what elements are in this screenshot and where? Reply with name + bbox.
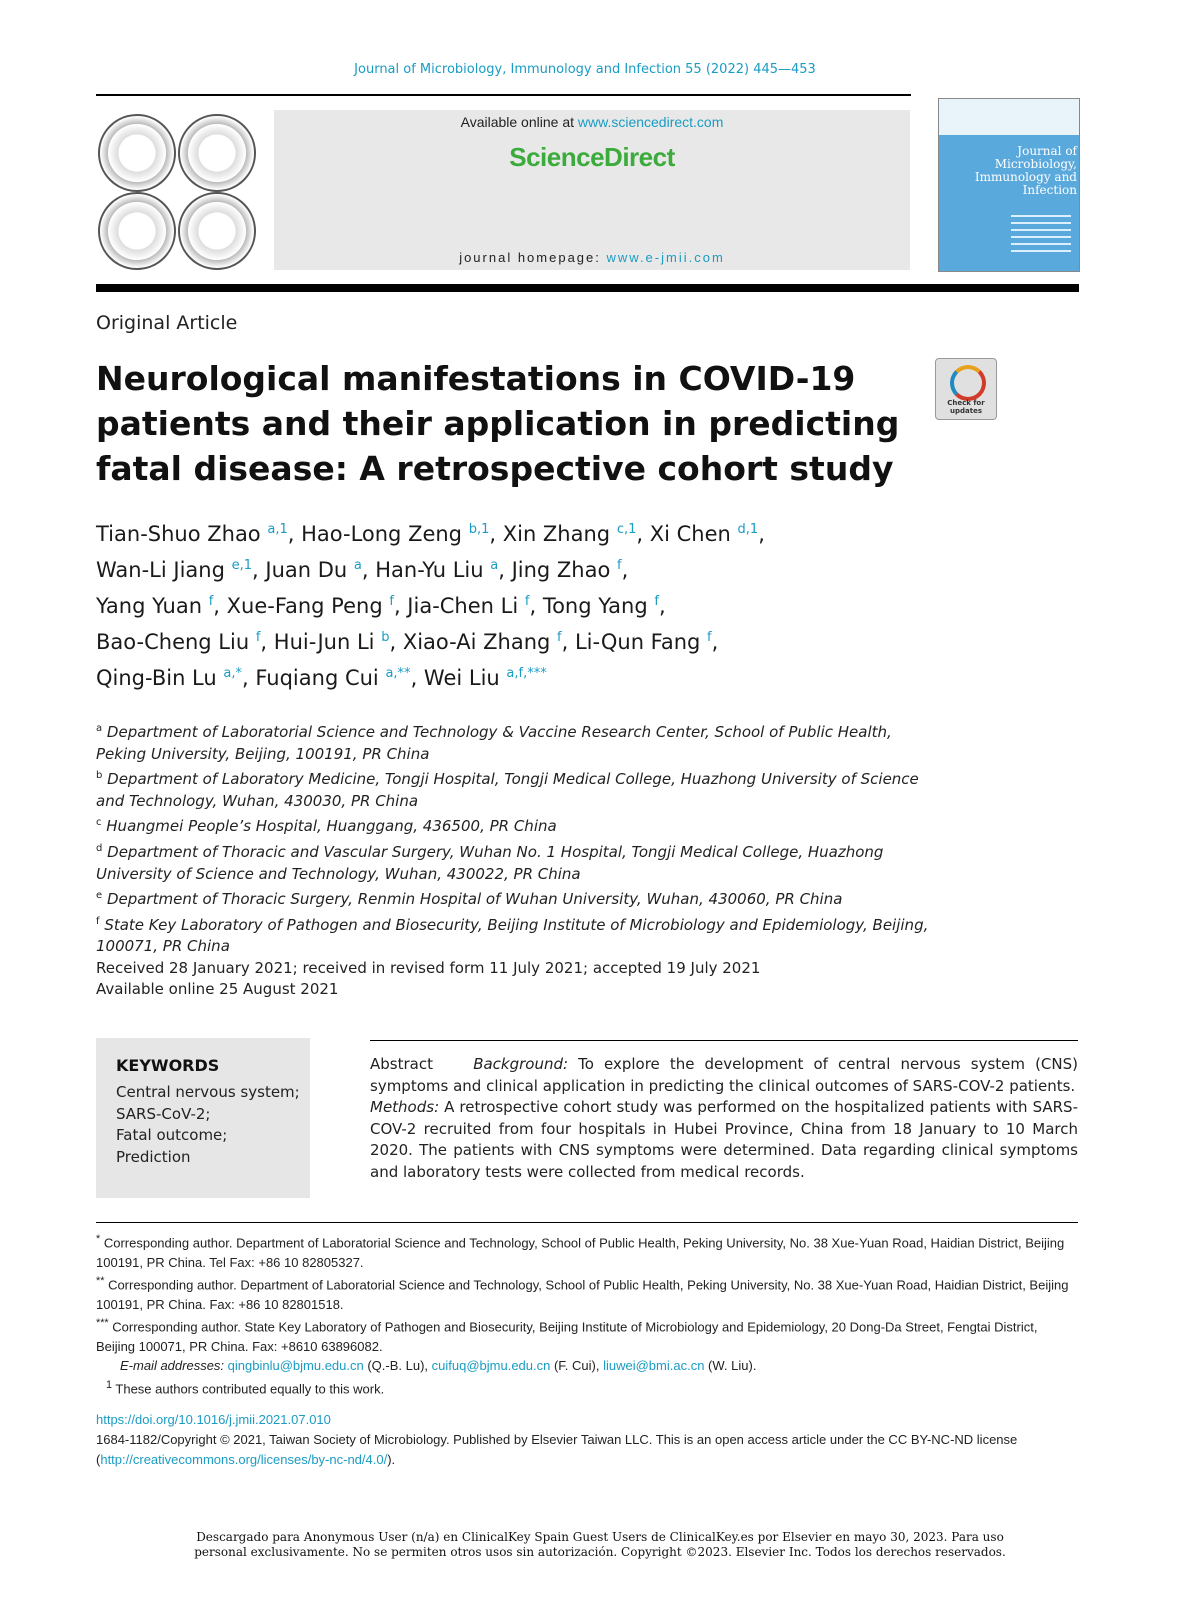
keywords-heading: KEYWORDS <box>116 1056 220 1075</box>
author-affiliation-mark[interactable]: a <box>353 558 362 573</box>
author-list: Tian-Shuo Zhao $^{a,1}$, Hao-Long Zeng $^{b,1}$, Xin Zhang $^{c,1}$, Xi Chen $^{d,1}$, Wan-Li Jiang $^{e,1}$, Juan Du $^a$, Han-Yu Liu $^a$, Jing Zhao $^f$, Yang Yuan $^f$, Xue-Fang Peng $^f$, Jia-Chen Li $^f$, Tong Yang $^f$, Bao-Cheng Liu $^f$, Hui-Jun Li $^b$, Xiao-Ai Zhang $^f$, Li-Qun Fang $^f$, Qing-Bin Lu $^{a,*}$, Fuqiang Cui $^{a,**}$, Wei Liu $^{a,f,***}$ <box>96 522 765 690</box>
article-title: Neurological manifestations in COVID-19 patients and their application in predicting fatal disease: A retrospective cohort study <box>96 359 900 488</box>
author-affiliation-mark[interactable]: f <box>654 594 659 609</box>
author-name[interactable]: Xiao-Ai Zhang <box>402 630 551 654</box>
author-affiliation-mark[interactable]: f <box>524 594 530 609</box>
author-name[interactable]: Han-Yu Liu <box>375 558 484 582</box>
sciencedirect-logo[interactable]: ScienceDirect <box>509 142 675 172</box>
seal-logo <box>178 114 256 192</box>
author-name[interactable]: Bao-Cheng Liu <box>96 630 250 654</box>
journal-reference[interactable]: Journal of Microbiology, Immunology and Infection 55 (2022) 445—453 <box>354 62 816 77</box>
author-affiliation-mark[interactable]: a,1 <box>267 522 288 537</box>
author-affiliation-mark[interactable]: a,* <box>223 666 242 681</box>
affiliation: $^e$ Department of Thoracic Surgery, Renmin Hospital of Wuhan University, Wuhan, 430060, PR China <box>96 890 843 909</box>
author-affiliation-mark[interactable]: c,1 <box>616 522 637 537</box>
homepage-link[interactable]: www.e-jmii.com <box>606 250 725 265</box>
author-affiliation-mark[interactable]: d,1 <box>737 522 759 537</box>
seal-logo <box>98 114 176 192</box>
journal-homepage: journal homepage: www.e-jmii.com <box>459 250 725 265</box>
corresponding-author-note: * Corresponding author. Department of Laboratorial Science and Technology, School of Public Health, Peking University, No. 38 Xue-Yuan Road, Haidian District, Beijing 100191, PR China. Tel Fax: +86 10 82805327. <box>96 1233 1065 1270</box>
author-name[interactable]: Li-Qun Fang <box>574 630 701 654</box>
author-name[interactable]: Fuqiang Cui <box>255 666 379 690</box>
download-notice: Descargado para Anonymous User (n/a) en ClinicalKey Spain Guest Users de ClinicalKey.es por Elsevier en mayo 30, 2023. Para uso personal exclusivamente. No se permiten otros usos sin autorización. Copyright ©2023. Elsevier Inc. Todos los derechos reservados. <box>194 1530 1006 1559</box>
author-affiliation-mark[interactable]: f <box>557 630 562 645</box>
author-affiliation-mark[interactable]: b <box>381 630 390 645</box>
affiliation: $^b$ Department of Laboratory Medicine, Tongji Hospital, Tongji Medical College, Huazhong University of Science and Technology, Wuhan, 430030, PR China <box>96 770 919 810</box>
affiliation: $^d$ Department of Thoracic and Vascular Surgery, Wuhan No. 1 Hospital, Tongji Medical College, Huazhong University of Science and Technology, Wuhan, 430022, PR China <box>96 842 884 883</box>
check-updates-icon <box>950 365 986 401</box>
keywords-list <box>116 1082 306 1168</box>
society-logos <box>96 110 256 270</box>
corresponding-author-note: ** Corresponding author. Department of Laboratorial Science and Technology, School of Public Health, Peking University, No. 38 Xue-Yuan Road, Haidian District, Beijing 100191, PR China. Fax: +86 10 82801518. <box>96 1275 1069 1312</box>
email-link[interactable]: cuifuq@bjmu.edu.cn <box>431 1358 551 1374</box>
affiliation: $^a$ Department of Laboratorial Science and Technology & Vaccine Research Center, School of Public Health, Peking University, Beijing, 100191, PR China <box>96 723 892 763</box>
keyword[interactable]: Prediction <box>116 1147 191 1166</box>
background-label: Background: <box>473 1055 569 1073</box>
author-name[interactable]: Juan Du <box>265 558 348 582</box>
author-name[interactable]: Xue-Fang Peng <box>226 594 383 618</box>
affiliation: $^f$ State Key Laboratory of Pathogen and Biosecurity, Beijing Institute of Microbiology and Epidemiology, Beijing, 100071, PR China <box>96 915 929 956</box>
check-updates-label: Check for updates <box>947 399 985 415</box>
author-name[interactable]: Tian-Shuo Zhao <box>96 522 261 546</box>
author-affiliation-mark[interactable]: f <box>617 558 622 573</box>
corresponding-author-note: *** Corresponding author. State Key Laboratory of Pathogen and Biosecurity, Beijing Institute of Microbiology and Epidemiology, 20 Dong-Da Street, Fengtai District, Beijing 100071, PR China. Fax: +8610 63896082. <box>96 1317 1038 1355</box>
author-affiliation-mark[interactable]: a <box>490 558 499 573</box>
doi-link[interactable]: https://doi.org/10.1016/j.jmii.2021.07.010 <box>96 1412 331 1427</box>
author-name[interactable]: Qing-Bin Lu <box>96 666 217 690</box>
author-name[interactable]: Hui-Jun Li <box>273 630 375 654</box>
affiliations <box>96 718 936 958</box>
header-rule <box>96 94 911 96</box>
author-name[interactable]: Hao-Long Zeng <box>301 522 463 546</box>
available-online: Available online at www.sciencedirect.com <box>460 114 724 130</box>
license-link[interactable]: http://creativecommons.org/licenses/by-nc-nd/4.0/ <box>100 1452 388 1467</box>
author-affiliation-mark[interactable]: b,1 <box>468 522 490 537</box>
copyright: 1684-1182/Copyright © 2021, Taiwan Society of Microbiology. Published by Elsevier Taiwan LLC. This is an open access article under the CC BY-NC-ND license (http://creativecommons.org/licenses/by-nc-nd/4.0/). <box>96 1432 1018 1467</box>
author-name[interactable]: Xin Zhang <box>502 522 611 546</box>
author-name[interactable]: Jing Zhao <box>511 558 611 582</box>
author-affiliation-mark[interactable]: f <box>208 594 214 609</box>
author-name[interactable]: Jia-Chen Li <box>407 594 519 618</box>
online-date: Available online 25 August 2021 <box>96 980 339 998</box>
author-affiliation-mark[interactable]: e,1 <box>231 558 253 573</box>
author-name[interactable]: Wei Liu <box>423 666 500 690</box>
keyword[interactable]: Central nervous system; <box>116 1083 300 1101</box>
title-rule <box>96 284 1079 292</box>
abstract <box>370 1054 1078 1183</box>
journal-cover[interactable] <box>938 98 1080 272</box>
article-dates <box>96 958 996 1000</box>
author-name[interactable]: Wan-Li Jiang <box>96 558 225 582</box>
background-text: To explore the development of central nervous system (CNS) symptoms and clinical application in predicting the clinical outcomes of SARS-COV-2 patients. <box>370 1055 1078 1095</box>
keywords-box <box>96 1038 310 1198</box>
author-affiliation-mark[interactable]: f <box>255 630 261 645</box>
footnotes <box>96 1230 1078 1399</box>
cover-title: Journal of Microbiology, Immunology and Infection <box>974 144 1077 197</box>
seal-logo <box>178 192 256 270</box>
check-for-updates-button[interactable] <box>935 358 997 420</box>
methods-label: Methods: <box>370 1098 440 1116</box>
abstract-label: Abstract <box>370 1055 433 1073</box>
received-dates: Received 28 January 2021; received in revised form 11 July 2021; accepted 19 July 2021 <box>96 959 761 977</box>
email-link[interactable]: qingbinlu@bjmu.edu.cn <box>227 1358 364 1374</box>
author-affiliation-mark[interactable]: f <box>707 630 712 645</box>
author-affiliation-mark[interactable]: a,f,*** <box>506 666 547 681</box>
methods-text: A retrospective cohort study was performed on the hospitalized patients with SARS-COV-2 recruited from four hospitals in Hubei Province, China from 18 January to 10 March 2020. The patients with CNS symptoms were determined. Data regarding clinical symptoms and laboratory tests were collected from medical records. <box>370 1098 1078 1181</box>
email-addresses: E-mail addresses: qingbinlu@bjmu.edu.cn (Q.-B. Lu), cuifuq@bjmu.edu.cn (F. Cui), liuwei@bmi.ac.cn (W. Liu). <box>120 1358 757 1374</box>
author-name[interactable]: Tong Yang <box>542 594 648 618</box>
author-name[interactable]: Yang Yuan <box>96 594 203 618</box>
author-affiliation-mark[interactable]: a,** <box>385 666 411 681</box>
doi-block <box>96 1410 1078 1470</box>
seal-logo <box>98 192 176 270</box>
article-type: Original Article <box>96 312 238 334</box>
equal-contribution-note: $^1$ These authors contributed equally to this work. <box>106 1378 385 1397</box>
keyword[interactable]: SARS-CoV-2; <box>116 1104 211 1123</box>
abstract-rule <box>370 1040 1078 1041</box>
author-affiliation-mark[interactable]: f <box>389 594 394 609</box>
keyword[interactable]: Fatal outcome; <box>116 1126 228 1144</box>
footnote-rule <box>96 1222 1078 1223</box>
email-link[interactable]: liuwei@bmi.ac.cn <box>603 1358 705 1374</box>
affiliation: $^c$ Huangmei People’s Hospital, Huanggang, 436500, PR China <box>96 817 557 836</box>
author-name[interactable]: Xi Chen <box>649 522 731 546</box>
sciencedirect-link[interactable]: www.sciencedirect.com <box>577 114 724 130</box>
sciencedirect-banner <box>274 110 910 270</box>
